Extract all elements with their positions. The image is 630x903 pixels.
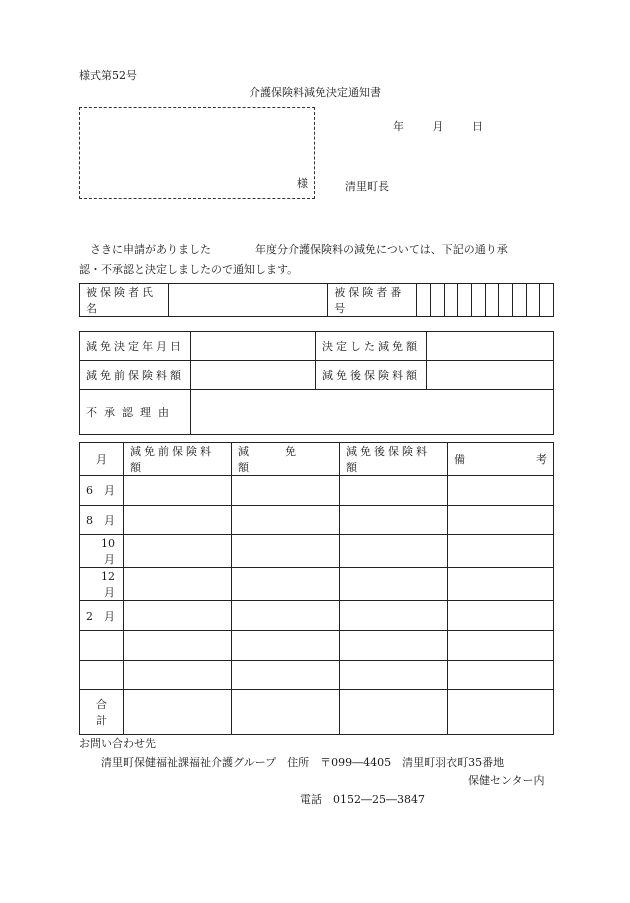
after-header: 減免後保険料額 xyxy=(340,443,448,476)
month-cell: 10 月 xyxy=(80,535,124,568)
remarks-total-cell xyxy=(448,690,554,735)
before-cell xyxy=(124,476,232,506)
before-cell xyxy=(124,601,232,631)
reduction-cell xyxy=(232,660,340,690)
before-amount-cell xyxy=(191,361,316,390)
insured-number-digit xyxy=(431,284,445,317)
address-box xyxy=(79,107,315,199)
document-title: 介護保険料減免決定通知書 xyxy=(249,86,381,99)
date-line xyxy=(393,118,483,134)
reduction-cell xyxy=(232,505,340,535)
after-cell xyxy=(340,660,448,690)
table-row xyxy=(80,568,554,601)
insured-name-cell xyxy=(169,284,328,317)
addressee-suffix: 様 xyxy=(297,177,308,190)
reduction-cell xyxy=(232,535,340,568)
decided-amount-cell xyxy=(427,332,554,361)
before-header: 減免前保険料額 xyxy=(124,443,232,476)
month-cell: 6 月 xyxy=(80,476,124,506)
month-cell: 12 月 xyxy=(80,568,124,601)
table-row xyxy=(80,505,554,535)
remarks-header-1: 備 xyxy=(454,453,465,466)
contact-address: 清里町保健福祉課福祉介護グループ 住所 〒099―4405 清里町羽衣町35番地 xyxy=(101,756,505,769)
issuer: 清里町長 xyxy=(345,180,389,193)
reject-reason-cell xyxy=(191,390,554,435)
after-cell xyxy=(340,631,448,661)
reduction-header xyxy=(232,443,340,476)
reject-reason-label: 不承認理由 xyxy=(80,390,191,435)
reduction-total-cell xyxy=(232,690,340,735)
decision-date-cell xyxy=(191,332,316,361)
body-text xyxy=(79,240,554,280)
remarks-cell xyxy=(448,631,554,661)
remarks-cell xyxy=(448,601,554,631)
remarks-cell xyxy=(448,535,554,568)
contact-phone: 電話 0152―25―3847 xyxy=(300,793,425,806)
remarks-header xyxy=(448,443,554,476)
decision-table xyxy=(79,331,554,435)
insured-number-digit xyxy=(458,284,472,317)
table-row xyxy=(80,631,554,661)
month-cell: 8 月 xyxy=(80,505,124,535)
after-cell xyxy=(340,505,448,535)
decided-amount-label: 決定した減免額 xyxy=(316,332,427,361)
month-cell: 2 月 xyxy=(80,601,124,631)
table-row xyxy=(80,535,554,568)
insured-number-digit xyxy=(444,284,458,317)
remarks-cell xyxy=(448,660,554,690)
before-cell xyxy=(124,568,232,601)
after-amount-label: 減免後保険料額 xyxy=(316,361,427,390)
remarks-header-2: 考 xyxy=(536,453,547,466)
reduction-cell xyxy=(232,476,340,506)
insured-number-digit xyxy=(526,284,540,317)
remarks-cell xyxy=(448,505,554,535)
decision-date-label: 減免決定年月日 xyxy=(80,332,191,361)
date-year: 年 xyxy=(393,120,404,133)
remarks-cell xyxy=(448,568,554,601)
reduction-header-3: 額 xyxy=(238,461,249,474)
monthly-table xyxy=(79,442,554,735)
table-row xyxy=(80,601,554,631)
before-cell xyxy=(124,505,232,535)
month-cell xyxy=(80,631,124,661)
reduction-cell xyxy=(232,631,340,661)
before-total-cell xyxy=(124,690,232,735)
insured-number-digit xyxy=(540,284,554,317)
reduction-cell xyxy=(232,568,340,601)
after-amount-cell xyxy=(427,361,554,390)
after-cell xyxy=(340,601,448,631)
remarks-cell xyxy=(448,476,554,506)
table-row xyxy=(80,476,554,506)
table-row xyxy=(80,660,554,690)
contact-heading: お問い合わせ先 xyxy=(79,737,156,750)
after-total-cell xyxy=(340,690,448,735)
month-cell xyxy=(80,660,124,690)
after-cell xyxy=(340,535,448,568)
body-line-2: 認・不承認と決定しましたので通知します。 xyxy=(79,263,299,276)
before-amount-label: 減免前保険料額 xyxy=(80,361,191,390)
total-row xyxy=(80,690,554,735)
total-label: 合 計 xyxy=(80,690,124,735)
after-cell xyxy=(340,476,448,506)
insured-table xyxy=(79,283,554,317)
date-day: 日 xyxy=(472,120,483,133)
month-header: 月 xyxy=(80,443,124,476)
insured-number-digit xyxy=(512,284,526,317)
before-cell xyxy=(124,631,232,661)
date-month: 月 xyxy=(432,120,444,133)
body-line-1: さきに申請がありました 年度分介護保険料の減免については、下記の通り承 xyxy=(90,243,508,256)
insured-name-label: 被保険者氏名 xyxy=(80,284,169,317)
insured-number-digit xyxy=(417,284,431,317)
reduction-header-2: 免 xyxy=(285,445,296,458)
after-cell xyxy=(340,568,448,601)
contact-building: 保健センター内 xyxy=(468,774,545,787)
reduction-cell xyxy=(232,601,340,631)
before-cell xyxy=(124,535,232,568)
insured-number-digit xyxy=(499,284,513,317)
before-cell xyxy=(124,660,232,690)
insured-number-digit xyxy=(472,284,486,317)
insured-number-digit xyxy=(485,284,499,317)
insured-number-label: 被保険者番号 xyxy=(328,284,417,317)
reduction-header-1: 減 xyxy=(238,445,249,458)
form-id: 様式第52号 xyxy=(79,69,137,82)
